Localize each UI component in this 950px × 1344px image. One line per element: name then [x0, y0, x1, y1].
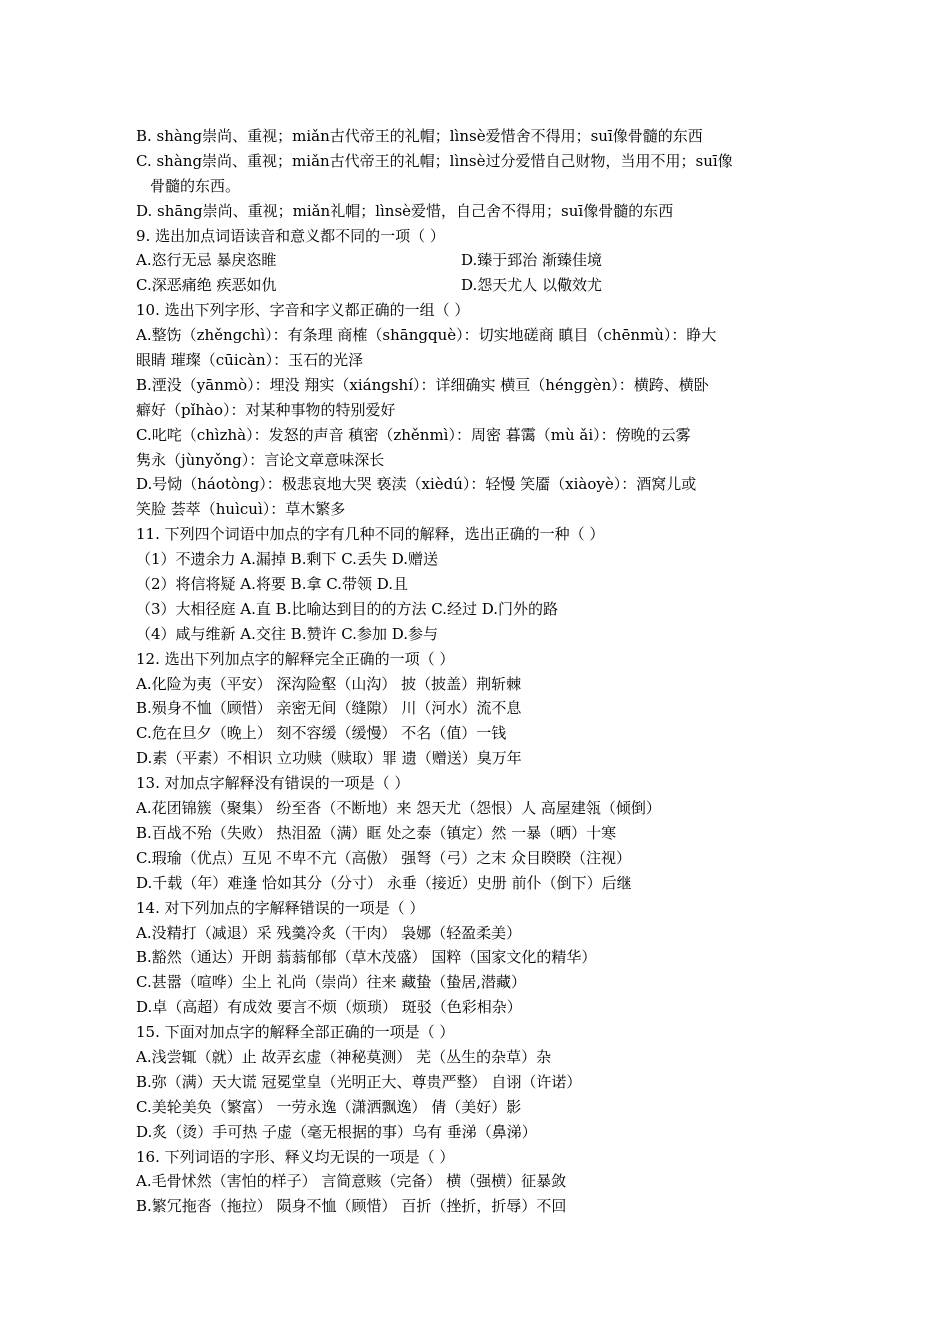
question-16: 16. 下列词语的字形、释义均无误的一项是（ ） — [136, 1147, 455, 1166]
option-8b: B. shàng崇尚、重视；miǎn古代帝王的礼帽；lìnsè爱惜舍不得用；suī像骨髓的东西 — [136, 127, 703, 145]
q15-a: A.浅尝辄（就）止 故弄玄虚（神秘莫测） 芜（丛生的杂草）杂 — [136, 1047, 552, 1066]
question-12: 12. 选出下列加点字的解释完全正确的一项（ ） — [136, 649, 455, 668]
q12-d: D.素（平素）不相识 立功赎（赎取）罪 遗（赠送）臭万年 — [136, 749, 522, 768]
question-11: 11. 下列四个词语中加点的字有几种不同的解释，选出正确的一种（ ） — [136, 525, 605, 544]
q16-b: B.繁冗拖沓（拖拉） 陨身不恤（顾惜） 百折（挫折，折辱）不回 — [136, 1197, 567, 1216]
q13-d: D.千载（年）难逢 恰如其分（分寸） 永垂（接近）史册 前仆（倒下）后继 — [136, 873, 632, 892]
option-8c-cont: 骨髓的东西。 — [150, 176, 241, 195]
q13-a: A.花团锦簇（聚集） 纷至沓（不断地）来 怨天尤（怨恨）人 高屋建瓴（倾倒） — [136, 799, 661, 818]
q10-d-cont: 笑脸 荟萃（huìcuì）：草木繁多 — [136, 500, 346, 519]
q16-a: A.毛骨怵然（害怕的样子） 言简意赅（完备） 横（强横）征暴敛 — [136, 1172, 567, 1191]
q9-b: D.臻于郅治 渐臻佳境 — [461, 251, 603, 270]
q11-item-2: （2）将信将疑 A.将要 B.拿 C.带领 D.且 — [136, 575, 408, 594]
question-10: 10. 选出下列字形、字音和字义都正确的一组（ ） — [136, 301, 470, 320]
exam-page — [136, 124, 816, 1219]
question-15: 15. 下面对加点字的解释全部正确的一项是（ ） — [136, 1023, 455, 1042]
q14-c: C.甚嚣（喧哗）尘上 礼尚（崇尚）往来 藏蛰（蛰居,潜藏） — [136, 973, 527, 992]
q14-a: A.没精打（减退）采 残羹冷炙（干肉） 袅娜（轻盈柔美） — [136, 923, 522, 942]
q14-d: D.卓（高超）有成效 要言不烦（烦琐） 斑驳（色彩相杂） — [136, 998, 522, 1017]
q13-b: B.百战不殆（失败） 热泪盈（满）眶 处之泰（镇定）然 一暴（晒）十寒 — [136, 823, 617, 842]
q12-b: B.殒身不恤（顾惜） 亲密无间（缝隙） 川（河水）流不息 — [136, 699, 522, 718]
q10-b-cont: 癖好（pǐhào）：对某种事物的特别爱好 — [136, 400, 396, 419]
q9-d: D.怨天尤人 以儆效尤 — [461, 276, 603, 295]
option-8d: D. shāng崇尚、重视；miǎn礼帽；lìnsè爱惜，自己舍不得用；suī像骨髓的东西 — [136, 201, 674, 220]
q11-item-4: （4）咸与维新 A.交往 B.赞许 C.参加 D.参与 — [136, 624, 438, 643]
q9-row-2 — [136, 273, 816, 298]
option-8c: C. shàng崇尚、重视；miǎn古代帝王的礼帽；lìnsè过分爱惜自己财物，当用不用；suī像 — [136, 151, 733, 170]
q10-b: B.湮没（yānmò）：埋没 翔实（xiángshí）：详细确实 横亘（hénggèn）：横跨、横卧 — [136, 375, 709, 394]
q10-c-cont: 隽永（jùnyǒng）：言论文章意味深长 — [136, 450, 385, 469]
q12-c: C.危在旦夕（晚上） 刻不容缓（缓慢） 不名（值）一钱 — [136, 724, 507, 743]
question-14: 14. 对下列加点的字解释错误的一项是（ ） — [136, 898, 425, 917]
q10-a: A.整饬（zhěngchì）：有条理 商榷（shāngquè）：切实地磋商 瞋目（chēnmù）：睁大 — [136, 326, 717, 345]
question-9: 9. 选出加点词语读音和意义都不同的一项（ ） — [136, 226, 445, 245]
q15-c: C.美轮美奂（繁富） 一劳永逸（潇洒飘逸） 倩（美好）影 — [136, 1097, 522, 1116]
q14-b: B.豁然（通达）开朗 蓊蓊郁郁（草木茂盛） 国粹（国家文化的精华） — [136, 948, 597, 967]
q9-row-1 — [136, 248, 816, 273]
q15-b: B.弥（满）天大谎 冠冕堂皇（光明正大、尊贵严整） 自诩（许诺） — [136, 1072, 582, 1091]
q15-d: D.炙（烫）手可热 子虚（毫无根据的事）乌有 垂涕（鼻涕） — [136, 1122, 537, 1141]
q10-d: D.号恸（háotòng）：极悲哀地大哭 亵渎（xièdú）：轻慢 笑靥（xiàoyè）：酒窝儿或 — [136, 475, 697, 494]
q12-a: A.化险为夷（平安） 深沟险壑（山沟） 披（披盖）荆斩棘 — [136, 674, 522, 693]
q11-item-3: （3）大相径庭 A.直 B.比喻达到目的的方法 C.经过 D.门外的路 — [136, 599, 558, 618]
q13-c: C.瑕瑜（优点）互见 不卑不亢（高傲） 强弩（弓）之末 众目睽睽（注视） — [136, 848, 632, 867]
q10-c: C.叱咤（chìzhà）：发怒的声音 稹密（zhěnmì）：周密 暮霭（mù ǎi）：傍晚的云雾 — [136, 425, 691, 444]
q9-a: A.恣行无忌 暴戾恣睢 — [136, 251, 277, 270]
q10-a-cont: 眼睛 璀璨（cūicàn）：玉石的光泽 — [136, 351, 364, 370]
question-13: 13. 对加点字解释没有错误的一项是（ ） — [136, 774, 410, 793]
q9-c: C.深恶痛绝 疾恶如仇 — [136, 276, 277, 295]
q11-item-1: （1）不遗余力 A.漏掉 B.剩下 C.丢失 D.赠送 — [136, 550, 438, 569]
